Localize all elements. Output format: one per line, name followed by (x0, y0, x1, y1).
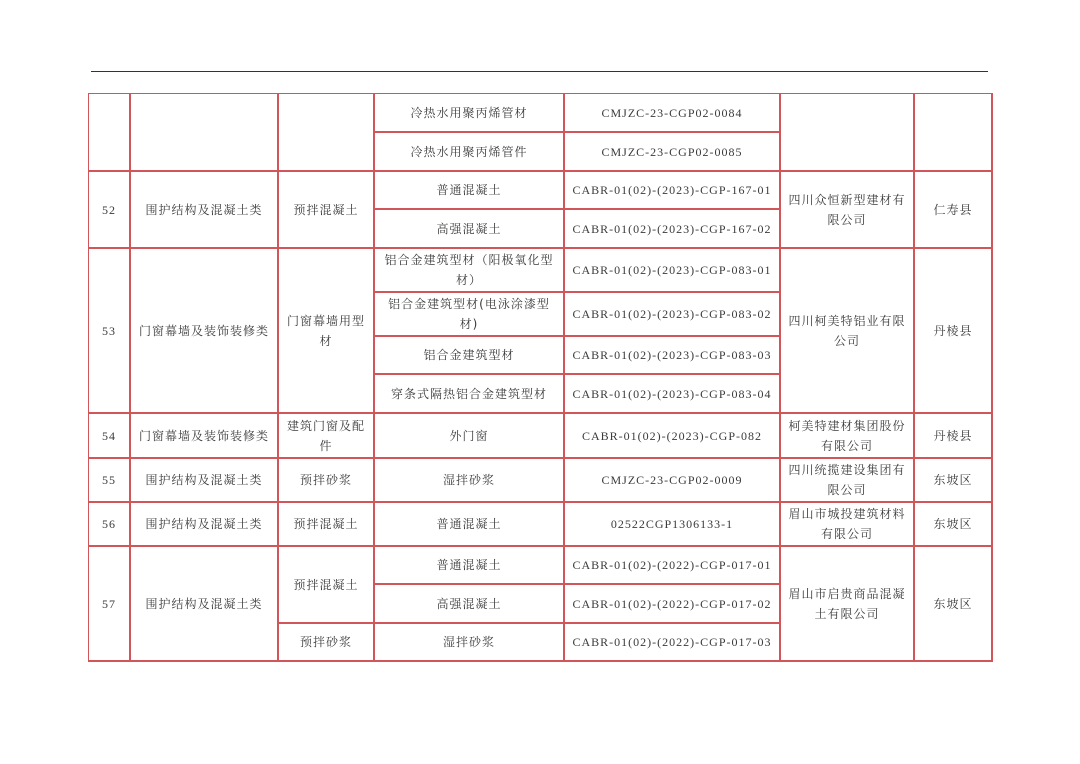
certificate-code-cell: CABR-01(02)-(2023)-CGP-083-01 (565, 249, 781, 293)
product-cell: 冷热水用聚丙烯管材 (375, 94, 565, 133)
header-rule (91, 71, 988, 72)
certification-table (88, 93, 993, 662)
row-number-cell: 52 (89, 172, 131, 249)
row-number-cell: 55 (89, 459, 131, 503)
subcategory-cell: 门窗幕墙用型材 (279, 249, 375, 414)
row-number-cell: 54 (89, 414, 131, 459)
product-cell: 高强混凝土 (375, 210, 565, 249)
table-row (89, 414, 993, 459)
product-cell: 普通混凝土 (375, 503, 565, 547)
area-cell: 丹棱县 (915, 414, 993, 459)
certificate-code-cell: CABR-01(02)-(2023)-CGP-083-02 (565, 293, 781, 337)
subcategory-cell: 建筑门窗及配件 (279, 414, 375, 459)
category-cell: 围护结构及混凝土类 (131, 459, 279, 503)
category-cell: 门窗幕墙及装饰装修类 (131, 414, 279, 459)
area-cell (915, 94, 993, 172)
company-cell: 四川统揽建设集团有限公司 (781, 459, 915, 503)
certificate-code-cell: CABR-01(02)-(2022)-CGP-017-03 (565, 624, 781, 662)
product-cell: 普通混凝土 (375, 547, 565, 585)
row-number-cell (89, 94, 131, 172)
certificate-code-cell: CABR-01(02)-(2023)-CGP-083-04 (565, 375, 781, 414)
subcategory-cell: 预拌混凝土 (279, 172, 375, 249)
subcategory-cell: 预拌混凝土 (279, 503, 375, 547)
company-cell: 四川众恒新型建材有限公司 (781, 172, 915, 249)
certificate-code-cell: CMJZC-23-CGP02-0085 (565, 133, 781, 172)
certificate-code-cell: CABR-01(02)-(2023)-CGP-083-03 (565, 337, 781, 375)
product-cell: 铝合金建筑型材 (375, 337, 565, 375)
company-cell: 柯美特建材集团股份有限公司 (781, 414, 915, 459)
product-cell: 铝合金建筑型材(电泳涂漆型材) (375, 293, 565, 337)
product-cell: 外门窗 (375, 414, 565, 459)
category-cell: 门窗幕墙及装饰装修类 (131, 249, 279, 414)
product-cell: 高强混凝土 (375, 585, 565, 624)
certificate-code-cell: CABR-01(02)-(2023)-CGP-167-01 (565, 172, 781, 210)
area-cell: 东坡区 (915, 459, 993, 503)
subcategory-cell: 预拌混凝土 (279, 547, 375, 624)
table-row (89, 547, 993, 585)
company-cell: 眉山市城投建筑材料有限公司 (781, 503, 915, 547)
company-cell (781, 94, 915, 172)
subcategory-cell: 预拌砂浆 (279, 459, 375, 503)
category-cell (131, 94, 279, 172)
table-row (89, 249, 993, 293)
product-cell: 湿拌砂浆 (375, 459, 565, 503)
certificate-code-cell: CABR-01(02)-(2022)-CGP-017-02 (565, 585, 781, 624)
certificate-code-cell: 02522CGP1306133-1 (565, 503, 781, 547)
certificate-code-cell: CABR-01(02)-(2023)-CGP-167-02 (565, 210, 781, 249)
table-row (89, 459, 993, 503)
area-cell: 东坡区 (915, 503, 993, 547)
certificate-code-cell: CABR-01(02)-(2023)-CGP-082 (565, 414, 781, 459)
product-cell: 冷热水用聚丙烯管件 (375, 133, 565, 172)
area-cell: 东坡区 (915, 547, 993, 662)
row-number-cell: 53 (89, 249, 131, 414)
company-cell: 眉山市启贵商品混凝土有限公司 (781, 547, 915, 662)
company-cell: 四川柯美特铝业有限公司 (781, 249, 915, 414)
table-row (89, 172, 993, 210)
category-cell: 围护结构及混凝土类 (131, 172, 279, 249)
area-cell: 仁寿县 (915, 172, 993, 249)
subcategory-cell (279, 94, 375, 172)
table-row (89, 94, 993, 133)
row-number-cell: 56 (89, 503, 131, 547)
row-number-cell: 57 (89, 547, 131, 662)
category-cell: 围护结构及混凝土类 (131, 503, 279, 547)
product-cell: 普通混凝土 (375, 172, 565, 210)
product-cell: 铝合金建筑型材（阳极氧化型材） (375, 249, 565, 293)
certificate-code-cell: CABR-01(02)-(2022)-CGP-017-01 (565, 547, 781, 585)
table-row (89, 503, 993, 547)
certificate-code-cell: CMJZC-23-CGP02-0009 (565, 459, 781, 503)
area-cell: 丹棱县 (915, 249, 993, 414)
certificate-code-cell: CMJZC-23-CGP02-0084 (565, 94, 781, 133)
category-cell: 围护结构及混凝土类 (131, 547, 279, 662)
subcategory-cell: 预拌砂浆 (279, 624, 375, 662)
product-cell: 湿拌砂浆 (375, 624, 565, 662)
product-cell: 穿条式隔热铝合金建筑型材 (375, 375, 565, 414)
